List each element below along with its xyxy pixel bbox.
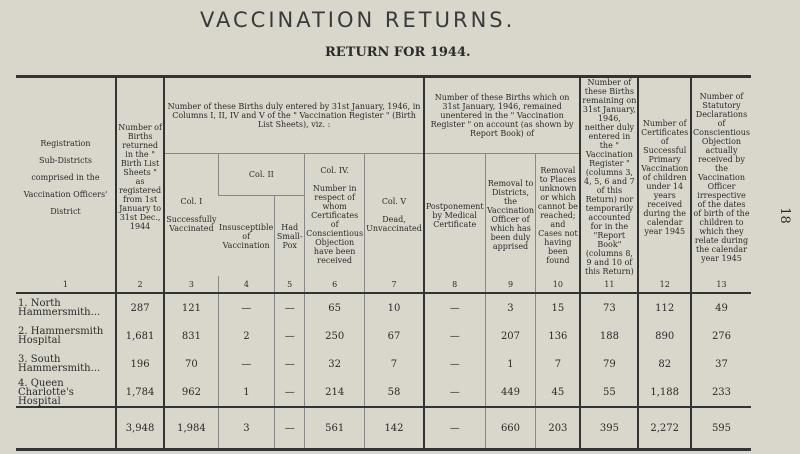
cell-value: — bbox=[424, 350, 485, 378]
district-header-line: Registration bbox=[40, 138, 91, 148]
col-iv-label: Col. IV. bbox=[320, 165, 349, 175]
total-value: 3,948 bbox=[116, 407, 164, 450]
cell-value: 287 bbox=[116, 293, 164, 322]
header-col-v bbox=[365, 154, 424, 277]
col-v-sub: Dead, Unvaccinated bbox=[366, 215, 422, 233]
cell-value: — bbox=[275, 378, 305, 407]
cell-value: 82 bbox=[638, 350, 691, 378]
cell-value: 45 bbox=[536, 378, 580, 407]
col-i-label: Col. I bbox=[180, 197, 203, 206]
header-col13: Number of Statutory Declarations of Conscientious Objection actually received by the Vaccination Officer irrespective of the dates of birth of the children to which they relate during the calendar year 1945 bbox=[691, 77, 751, 277]
subtitle: RETURN FOR 1944. bbox=[325, 45, 471, 60]
cell-value: 2 bbox=[218, 322, 275, 350]
cell-value: 15 bbox=[536, 293, 580, 322]
header-births: Number of Births returned in the " Birth List Sheets " as registered from 1st January to 31st Dec., 1944 bbox=[116, 77, 164, 277]
cell-value: — bbox=[424, 322, 485, 350]
column-number: 11 bbox=[580, 276, 638, 293]
cell-value: 276 bbox=[691, 322, 751, 350]
cell-value: 233 bbox=[691, 378, 751, 407]
column-number: 9 bbox=[485, 276, 536, 293]
column-number: 8 bbox=[424, 276, 485, 293]
cell-value: 136 bbox=[536, 322, 580, 350]
header-col10: Removal to Places unknown or which cannot be reached; and Cases not having been found bbox=[536, 154, 580, 277]
cell-value: — bbox=[424, 378, 485, 407]
district-name: 3. South Hammersmith... bbox=[18, 354, 101, 374]
district-header-line: Vaccination Officers' bbox=[23, 189, 108, 199]
column-number: 10 bbox=[536, 276, 580, 293]
total-value: 595 bbox=[691, 407, 751, 450]
header-col2a: Insusceptible of Vaccination bbox=[219, 222, 274, 250]
cell-value: 449 bbox=[485, 378, 536, 407]
header-col11: Number of these Births remaining on 31st January, 1946, neither duly entered in the " Vaccination Register " (columns 3, 4, 5, 6 and 7 of this Return) nor temporarily accounted for in the "Report Book" (columns 8, 9 and 10 of this Return) bbox=[580, 77, 638, 277]
table-row bbox=[16, 378, 751, 407]
cell-value: 250 bbox=[305, 322, 365, 350]
cell-value: 1 bbox=[218, 378, 275, 407]
cell-value: — bbox=[424, 293, 485, 322]
table-row bbox=[16, 293, 751, 322]
cell-value: 831 bbox=[164, 322, 218, 350]
cell-value: 70 bbox=[164, 350, 218, 378]
total-value: 142 bbox=[365, 407, 424, 450]
district-name: 1. North Hammersmith... bbox=[18, 298, 101, 318]
table-row bbox=[16, 350, 751, 378]
cell-value: 37 bbox=[691, 350, 751, 378]
cell-value: 1,188 bbox=[638, 378, 691, 407]
cell-value: — bbox=[275, 350, 305, 378]
cell-value: 890 bbox=[638, 322, 691, 350]
total-value: 3 bbox=[218, 407, 275, 450]
total-value: 561 bbox=[305, 407, 365, 450]
header-col-ii: Col. II bbox=[218, 154, 305, 196]
header-col-i bbox=[164, 154, 218, 277]
cell-value: 1 bbox=[485, 350, 536, 378]
cell-value: 65 bbox=[305, 293, 365, 322]
cell-value: 79 bbox=[580, 350, 638, 378]
total-value: 660 bbox=[485, 407, 536, 450]
total-value: — bbox=[275, 407, 305, 450]
header-group-entered: Number of these Births duly entered by 31st January, 1946, in Columns I, II, IV and V of the " Vaccination Register " (Birth List Sheets), viz. : bbox=[164, 77, 424, 154]
cell-value: 7 bbox=[536, 350, 580, 378]
cell-value: 10 bbox=[365, 293, 424, 322]
column-number: 5 bbox=[275, 276, 305, 293]
column-number: 6 bbox=[305, 276, 365, 293]
col-iv-sub: Number in respect of whom Certificates of Conscientious Objection have been received bbox=[306, 183, 364, 265]
district-header-line: Sub-Districts bbox=[38, 155, 92, 165]
total-value: 203 bbox=[536, 407, 580, 450]
cell-value: — bbox=[218, 293, 275, 322]
cell-value: 49 bbox=[691, 293, 751, 322]
column-number: 7 bbox=[365, 276, 424, 293]
cell-value: 112 bbox=[638, 293, 691, 322]
cell-value: 73 bbox=[580, 293, 638, 322]
cell-value: 121 bbox=[164, 293, 218, 322]
totals-row bbox=[16, 407, 751, 450]
cell-value: — bbox=[275, 322, 305, 350]
col-i-sub: Successfully Vaccinated bbox=[166, 215, 217, 233]
column-number: 13 bbox=[691, 276, 751, 293]
cell-value: 55 bbox=[580, 378, 638, 407]
cell-value: 67 bbox=[365, 322, 424, 350]
header-group-unentered: Number of these Births which on 31st January, 1946, remained unentered in the " Vaccination Register " on account (as shown by Report Book) of bbox=[424, 77, 580, 154]
total-value: 2,272 bbox=[638, 407, 691, 450]
cell-value: 188 bbox=[580, 322, 638, 350]
cell-value: 1,681 bbox=[116, 322, 164, 350]
table-row bbox=[16, 322, 751, 350]
header-col9: Removal to Districts, the Vaccination Officer of which has been duly apprised bbox=[485, 154, 536, 277]
column-number: 4 bbox=[218, 276, 275, 293]
column-number: 12 bbox=[638, 276, 691, 293]
total-value: 1,984 bbox=[164, 407, 218, 450]
header-col2b: Had Small-Pox bbox=[275, 196, 305, 277]
header-col-iv bbox=[305, 154, 365, 277]
cell-value: — bbox=[218, 350, 275, 378]
cell-value: 196 bbox=[116, 350, 164, 378]
totals-label-cell bbox=[16, 407, 116, 450]
column-number: 1 bbox=[16, 276, 116, 293]
district-header-line: District bbox=[50, 206, 81, 216]
total-value: — bbox=[424, 407, 485, 450]
district-name: 2. Hammersmith Hospital bbox=[18, 326, 104, 346]
cell-value: 207 bbox=[485, 322, 536, 350]
cell-value: 3 bbox=[485, 293, 536, 322]
cell-value: 32 bbox=[305, 350, 365, 378]
header-district bbox=[16, 77, 116, 277]
cell-value: 7 bbox=[365, 350, 424, 378]
col-v-label: Col. V bbox=[381, 197, 407, 206]
column-number: 3 bbox=[164, 276, 218, 293]
cell-value: 214 bbox=[305, 378, 365, 407]
total-value: 395 bbox=[580, 407, 638, 450]
header-col8: Postponement by Medical Certificate bbox=[424, 154, 485, 277]
header-col12: Number of Certificates of Successful Primary Vaccination of children under 14 years received during the calendar year 1945 bbox=[638, 77, 691, 277]
page-title: VACCINATION RETURNS. bbox=[200, 8, 516, 32]
vaccination-table bbox=[16, 75, 751, 451]
page-number: 18 bbox=[776, 207, 792, 224]
cell-value: 1,784 bbox=[116, 378, 164, 407]
cell-value: — bbox=[275, 293, 305, 322]
column-number: 2 bbox=[116, 276, 164, 293]
district-header-line: comprised in the bbox=[31, 172, 100, 182]
district-name: 4. Queen Charlotte's Hospital bbox=[18, 377, 74, 407]
cell-value: 58 bbox=[365, 378, 424, 407]
cell-value: 962 bbox=[164, 378, 218, 407]
